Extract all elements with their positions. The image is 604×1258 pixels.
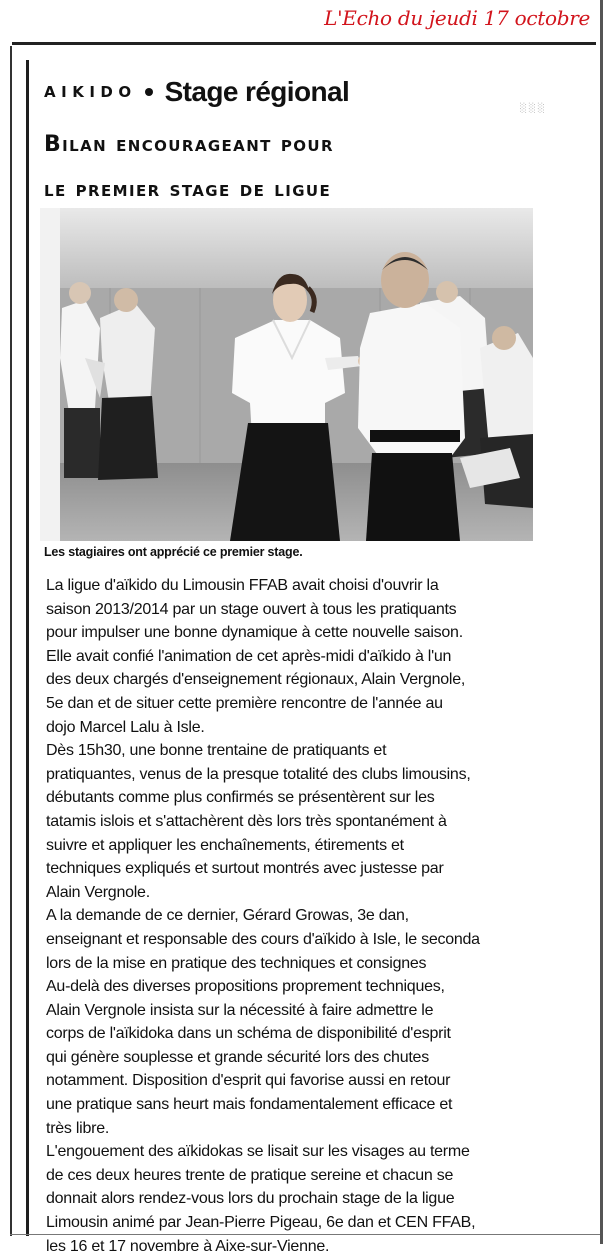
body-line: très libre.	[46, 1119, 110, 1137]
newspaper-source-stamp: L'Echo du jeudi 17 octobre	[324, 6, 590, 30]
section-label: AIKIDO	[44, 83, 137, 101]
body-line: saison 2013/2014 par un stage ouvert à tous les pratiquants	[46, 600, 457, 618]
body-line: Dès 15h30, une bonne trentaine de pratiquants et	[46, 742, 387, 760]
body-line: donnait alors rendez-vous lors du prochain stage de la ligue	[46, 1190, 455, 1208]
body-line: lors de la mise en pratique des techniques et consignes	[46, 954, 427, 972]
article-kicker	[44, 76, 349, 108]
neighbor-column-bleed: ░░░	[520, 104, 547, 114]
body-line: Limousin animé par Jean-Pierre Pigeau, 6e dan et CEN FFAB,	[46, 1214, 476, 1232]
body-line: pratiquantes, venus de la presque totalité des clubs limousins,	[46, 765, 471, 783]
body-line: tatamis islois et s'attachèrent dès lors très spontanément à	[46, 812, 447, 830]
body-line: des deux chargés d'enseignement régionaux, Alain Vergnole,	[46, 671, 466, 689]
body-line: L'engouement des aïkidokas se lisait sur les visages au terme	[46, 1143, 470, 1161]
body-line: Elle avait confié l'animation de cet après-midi d'aïkido à l'un	[46, 647, 452, 665]
aikido-practice-photo	[40, 208, 533, 541]
body-line: corps de l'aïkidoka dans un schéma de disponibilité d'esprit	[46, 1025, 451, 1043]
body-line: les 16 et 17 novembre à Aixe-sur-Vienne.	[46, 1237, 330, 1255]
body-line: Alain Vergnole.	[46, 883, 150, 901]
body-line: une pratique sans heurt mais fondamentalement efficace et	[46, 1096, 453, 1114]
body-line: 5e dan et de situer cette première rencontre de l'année au	[46, 694, 443, 712]
kicker-title: Stage régional	[164, 76, 350, 107]
page-left-rule	[10, 46, 12, 1236]
column-rule	[26, 60, 29, 1236]
headline-line: Bilan encourageant pour	[44, 132, 334, 157]
headline-line: le premier stage de ligue	[44, 177, 332, 202]
body-line: suivre et appliquer les enchaînements, étirements et	[46, 836, 404, 854]
article-headline	[44, 122, 564, 212]
body-line: La ligue d'aïkido du Limousin FFAB avait choisi d'ouvrir la	[46, 577, 439, 594]
body-line: notamment. Disposition d'esprit qui favorise aussi en retour	[46, 1072, 451, 1090]
body-line: pour impulser une bonne dynamique à cette nouvelle saison.	[46, 624, 463, 642]
body-line: dojo Marcel Lalu à Isle.	[46, 718, 205, 736]
top-rule	[12, 42, 596, 45]
body-line: qui génère souplesse et grande sécurité lors des chutes	[46, 1048, 429, 1066]
article-body	[46, 574, 526, 1258]
body-line: de ces deux heures trente de pratique sereine et chacun se	[46, 1166, 454, 1184]
body-line: enseignant et responsable des cours d'aïkido à Isle, le seconda	[46, 930, 480, 948]
body-line: Au-delà des diverses propositions proprement techniques,	[46, 978, 445, 996]
bullet-icon	[145, 88, 153, 96]
body-line: techniques expliqués et surtout montrés avec justesse par	[46, 860, 444, 878]
body-line: débutants comme plus confirmés se présentèrent sur les	[46, 789, 435, 807]
photo-caption: Les stagiaires ont apprécié ce premier stage.	[44, 545, 303, 559]
body-line: Alain Vergnole insista sur la nécessité à faire admettre le	[46, 1001, 434, 1019]
body-line: A la demande de ce dernier, Gérard Growas, 3e dan,	[46, 907, 409, 925]
page-right-rule	[600, 0, 603, 1244]
article-photo	[40, 208, 533, 541]
